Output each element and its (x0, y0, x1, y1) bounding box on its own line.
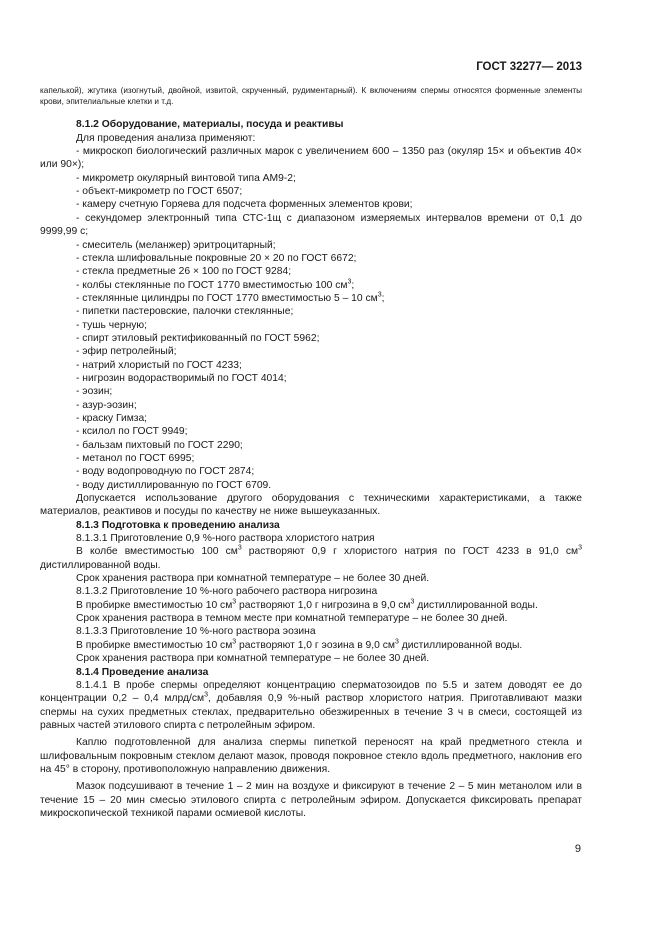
list-item: - объект-микрометр по ГОСТ 6507; (76, 186, 243, 198)
list-item: - бальзам пихтовый по ГОСТ 2290; (76, 439, 243, 451)
list-item: - микроскоп биологический различных марок с увеличением 600 – 1350 раз (окуляр 15× и объектив 40× или 90×); (40, 146, 582, 171)
subsection-8-1-3-2: 8.1.3.2 Приготовление 10 %-ного рабочего раствора нигрозина (76, 586, 378, 598)
paragraph: Срок хранения раствора при комнатной температуре – не более 30 дней. (76, 573, 430, 585)
list-item: - пипетки пастеровские, палочки стеклянные; (76, 306, 294, 318)
paragraph: В пробирке вместимостью 10 $см^3$ растворяют 1,0 г нигрозина в 9,0 $см^3$ дистиллированной воды. (76, 598, 538, 611)
list-item: - стеклянные цилиндры по ГОСТ 1770 вместимостью 5 – 10 $см^3$; (76, 291, 385, 304)
list-item: - стекла предметные 26 × 100 по ГОСТ 9284; (76, 266, 292, 278)
list-item: - ксилол по ГОСТ 9949; (76, 426, 188, 438)
list-item: - воду водопроводную по ГОСТ 2874; (76, 466, 255, 478)
list-item: - камеру счетную Горяева для подсчета форменных элементов крови; (76, 199, 413, 211)
paragraph: В колбе вместимостью 100 $см^3$ растворяют 0,9 г хлористого натрия по ГОСТ 4233 в 91,0 $см^3$ дистиллированной воды. (40, 544, 582, 571)
page-number: 9 (574, 843, 581, 855)
section-title-8-1-2: 8.1.2 Оборудование, материалы, посуда и реактивы (76, 119, 344, 131)
paragraph: В пробирке вместимостью 10 $см^3$ растворяют 1,0 г эозина в 9,0 $см^3$ дистиллированной воды. (76, 638, 523, 651)
section-title-8-1-3: 8.1.3 Подготовка к проведению анализа (76, 519, 280, 531)
intro-paragraph: капелькой), жгутика (изогнутый, двойной, извитой, скрученный, рудиментарный). К включениям спермы относятся форменные элементы крови, эпителиальные клетки и т.д. (40, 86, 582, 107)
list-item: - метанол по ГОСТ 6995; (76, 453, 195, 464)
section-title-8-1-4: 8.1.4 Проведение анализа (76, 666, 209, 678)
list-item: - колбы стеклянные по ГОСТ 1770 вместимостью 100 $см^3$; (76, 278, 355, 291)
subsection-8-1-3-1: 8.1.3.1 Приготовление 0,9 %-ного раствора хлористого натрия (76, 533, 375, 545)
equipment-lead: Для проведения анализа применяют: (76, 132, 256, 144)
list-item: - тушь черную; (76, 319, 147, 331)
paragraph: Мазок подсушивают в течение 1 – 2 мин на воздухе и фиксируют в течение 2 – 5 мин метанолом или в течение 15 – 20 мин смесью этилового спирта с петролейным эфиром. Допускается фиксировать препарат микроскопической техникой парами осмиевой кислоты. (40, 781, 582, 819)
equipment-list (40, 145, 582, 492)
list-item: - спирт этиловый ректификованный по ГОСТ 5962; (76, 332, 320, 344)
list-item: - эфир петролейный; (76, 346, 177, 358)
list-item: - нигрозин водорастворимый по ГОСТ 4014; (76, 372, 287, 384)
list-item: - краску Гимза; (76, 412, 148, 424)
paragraph: Срок хранения раствора при комнатной температуре – не более 30 дней. (76, 653, 430, 665)
document-header: ГОСТ 32277— 2013 (476, 61, 582, 73)
list-item: - стекла шлифовальные покровные 20 × 20 по ГОСТ 6672; (76, 252, 357, 264)
subsection-8-1-3-3: 8.1.3.3 Приготовление 10 %-ного раствора эозина (76, 626, 316, 638)
list-item: - секундомер электронный типа СТС-1щ с диапазоном измеряемых интервалов времени от 0,1 до 9999,99 с; (40, 212, 582, 238)
equipment-closing: Допускается использование другого оборудования с техническими характеристиками, а также материалов, реактивов и посуды по качеству не ниже вышеуказанных. (40, 493, 582, 518)
list-item: - эозин; (76, 386, 113, 398)
paragraph: 8.1.4.1 В пробе спермы определяют концентрацию сперматозоидов по 5.5 и затем доводят ее до концентрации 0,2 – 0,4 млрд/$см^3$, добавляя 0,9 %-ный раствор хлористого натрия. Приготавливают мазки спермы на сухих предметных стеклах, предварительно обезжиренных в течение 3 ч в смеси, состоящей из равных частей этилового спирта с петролейным эфиром. (40, 679, 582, 731)
paragraph: Срок хранения раствора в темном месте при комнатной температуре – не более 30 дней. (76, 613, 508, 625)
list-item: - воду дистиллированную по ГОСТ 6709. (76, 479, 272, 491)
paragraph: Каплю подготовленной для анализа спермы пипеткой переносят на край предметного стекла и шлифовальным покровным стеклом делают мазок, проводя покровное стекло вдоль предметного, наклонив его на 45° в сторону, противоположную направлению движения. (40, 737, 582, 775)
page-content (40, 85, 582, 820)
list-item: - натрий хлористый по ГОСТ 4233; (76, 359, 242, 371)
list-item: - азур-эозин; (76, 399, 137, 411)
list-item: - смеситель (меланжер) эритроцитарный; (76, 239, 276, 251)
list-item: - микрометр окулярный винтовой типа АМ9-2; (76, 172, 296, 184)
